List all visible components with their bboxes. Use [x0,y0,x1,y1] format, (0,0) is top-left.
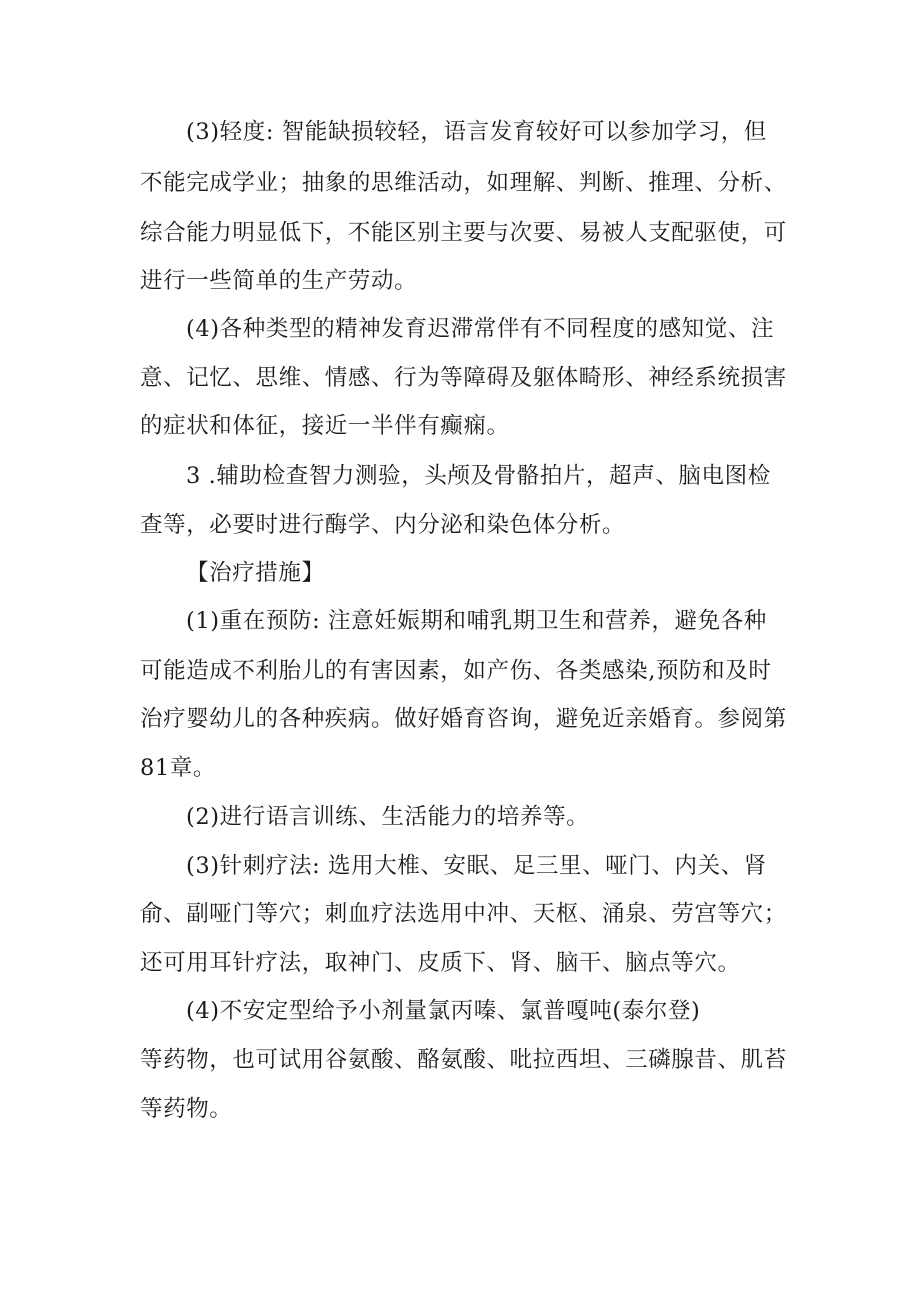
section-3-line-1: 3 .辅助检查智力测验，头颅及骨骼拍片，超声、脑电图检 [186,463,771,489]
treatment-3-line-1: (3)针刺疗法: 选用大椎、安眠、足三里、哑门、内关、肾 [186,853,767,879]
paragraph-3-line-4: 进行一些简单的生产劳动。 [140,268,418,294]
paragraph-4-line-2: 意、记忆、思维、情感、行为等障碍及躯体畸形、神经系统损害 [140,365,787,391]
treatment-3-line-2: 俞、副哑门等穴；刺血疗法选用中冲、天枢、涌泉、劳宫等穴； [140,901,787,927]
paragraph-4-line-1: (4)各种类型的精神发育迟滞常伴有不同程度的感知觉、注 [186,316,775,342]
section-3-line-2: 查等，必要时进行酶学、内分泌和染色体分析。 [140,512,626,538]
treatment-4-line-2: 等药物，也可试用谷氨酸、酪氨酸、吡拉西坦、三磷腺昔、肌苔 [140,1047,787,1073]
treatment-1-line-3: 治疗婴幼儿的各种疾病。做好婚育咨询，避免近亲婚育。参阅第 [140,706,787,732]
treatment-1-line-2: 可能造成不利胎儿的有害因素，如产伤、各类感染,预防和及时 [140,658,772,684]
section-heading: 【治疗措施】 [186,560,325,586]
treatment-1-line-4: 81章。 [140,755,217,781]
paragraph-3-line-1: (3)轻度: 智能缺损较轻，语言发育较好可以参加学习，但 [186,119,767,145]
treatment-1-line-1: (1)重在预防: 注意妊娠期和哺乳期卫生和营养，避免各种 [186,608,767,634]
paragraph-3-line-3: 综合能力明显低下，不能区别主要与次要、易被人支配驱使，可 [140,220,787,246]
treatment-4-line-3: 等药物。 [140,1096,233,1122]
treatment-2-line-1: (2)进行语言训练、生活能力的培养等。 [186,804,590,830]
treatment-4-line-1: (4)不安定型给予小剂量氯丙嗪、氯普嘎吨(泰尔登) [186,998,701,1024]
paragraph-4-line-3: 的症状和体征，接近一半伴有癫痫。 [140,413,510,439]
treatment-3-line-3: 还可用耳针疗法，取神门、皮质下、肾、脑干、脑点等穴。 [140,950,741,976]
paragraph-3-line-2: 不能完成学业；抽象的思维活动，如理解、判断、推理、分析、 [140,170,787,196]
